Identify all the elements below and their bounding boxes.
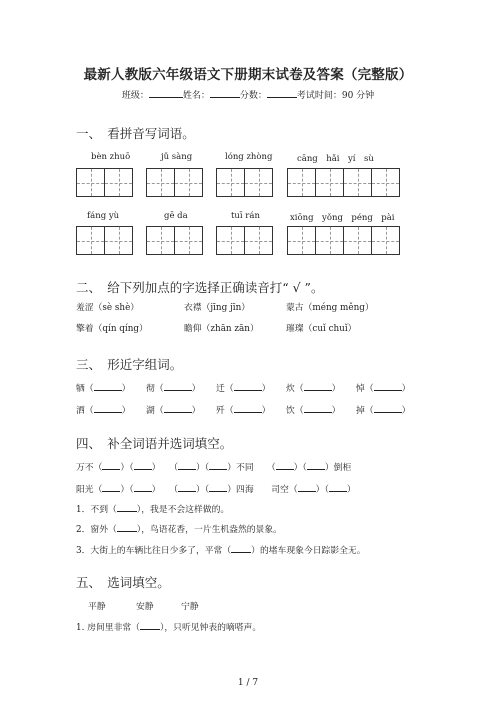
score-label: 分数： <box>239 91 267 101</box>
writing-grid[interactable] <box>287 226 399 255</box>
idiom-row[interactable]: 万不（ ）（ ） （ ）（ ）不同 （ ）（ ）倒柜 <box>76 463 352 473</box>
char-item[interactable]: 湖（ ） <box>146 406 201 416</box>
class-label: 班级： <box>121 91 149 101</box>
pinyin: fáng yù <box>87 211 120 221</box>
idiom-row[interactable]: 阳光（ ）（ ） （ ）（ ）四海 司空（ ）（ ） <box>76 485 356 495</box>
pinyin: jǔ sàng <box>161 152 193 162</box>
char-item[interactable]: 迁（ ） <box>216 384 271 394</box>
reading-item[interactable]: 璀璨（cuǐ chuǐ） <box>286 324 357 334</box>
char-item[interactable]: 洒（ ） <box>76 406 131 416</box>
fill-question[interactable]: 1. 房间里非常（ ），只听见钟表的嘀嗒声。 <box>76 623 262 633</box>
writing-grid[interactable] <box>146 226 202 255</box>
writing-grid[interactable] <box>216 226 272 255</box>
word-choice: 宁静 <box>181 602 199 612</box>
name-blank[interactable] <box>210 88 240 98</box>
char-item[interactable]: 悼（ ） <box>356 384 411 394</box>
pinyin: bèn zhuō <box>91 152 131 162</box>
char-item[interactable]: 彻（ ） <box>146 384 201 394</box>
question-3[interactable]: 3．大街上的车辆比往日少多了，平常（ ）的堵车现象今日踪影全无。 <box>76 546 366 556</box>
char-item[interactable]: 掉（ ） <box>356 406 411 416</box>
char-item[interactable]: 炊（ ） <box>286 384 341 394</box>
class-blank[interactable] <box>149 88 183 98</box>
writing-grid[interactable] <box>76 168 132 197</box>
writing-grid[interactable] <box>146 168 202 197</box>
char-item[interactable]: 歼（ ） <box>216 406 271 416</box>
reading-item[interactable]: 擎着（qín qíng） <box>76 324 148 334</box>
page-number: 1 / 7 <box>237 678 259 688</box>
score-blank[interactable] <box>267 88 297 98</box>
writing-grid[interactable] <box>76 226 132 255</box>
question-2[interactable]: 2．窗外（ ），鸟语花香，一片生机盎然的景象。 <box>76 525 282 535</box>
word-choice: 平静 <box>88 602 106 612</box>
writing-grid[interactable] <box>216 168 272 197</box>
section-1-heading: 一、 看拼音写词语。 <box>76 126 195 141</box>
name-label: 姓名： <box>182 91 210 101</box>
reading-item[interactable]: 蒙古（méng měng） <box>286 303 374 313</box>
word-choice: 安静 <box>136 602 154 612</box>
time-label: 考试时间：90 分钟 <box>296 91 375 101</box>
pinyin: xiōng yǒng péng pài <box>290 213 395 223</box>
pinyin: tuī rán <box>231 211 260 221</box>
section-2-heading: 二、 给下列加点的字选择正确读音打“ √ ”。 <box>76 280 324 295</box>
section-3-heading: 三、 形近字组词。 <box>76 357 183 372</box>
pinyin: gē da <box>164 211 188 221</box>
page-title: 最新人教版六年级语文下册期末试卷及答案（完整版） <box>83 67 413 83</box>
reading-item[interactable]: 羞涩（sè shè） <box>76 303 140 313</box>
writing-grid[interactable] <box>287 168 399 197</box>
pinyin: cāng hǎi yí sù <box>297 154 374 164</box>
question-1[interactable]: 1．不到（ ），我是不会这样做的。 <box>76 505 230 515</box>
char-item[interactable]: 饮（ ） <box>286 406 341 416</box>
exam-info <box>0 88 496 101</box>
section-5-heading: 五、 选词填空。 <box>76 575 170 590</box>
char-item[interactable]: 牺（ ） <box>76 384 131 394</box>
reading-item[interactable]: 衣襟（jīng jīn） <box>184 303 251 313</box>
reading-item[interactable]: 瞻仰（zhān zān） <box>184 324 259 334</box>
section-4-heading: 四、 补全词语并选词填空。 <box>76 436 233 451</box>
pinyin: lóng zhòng <box>225 152 273 162</box>
